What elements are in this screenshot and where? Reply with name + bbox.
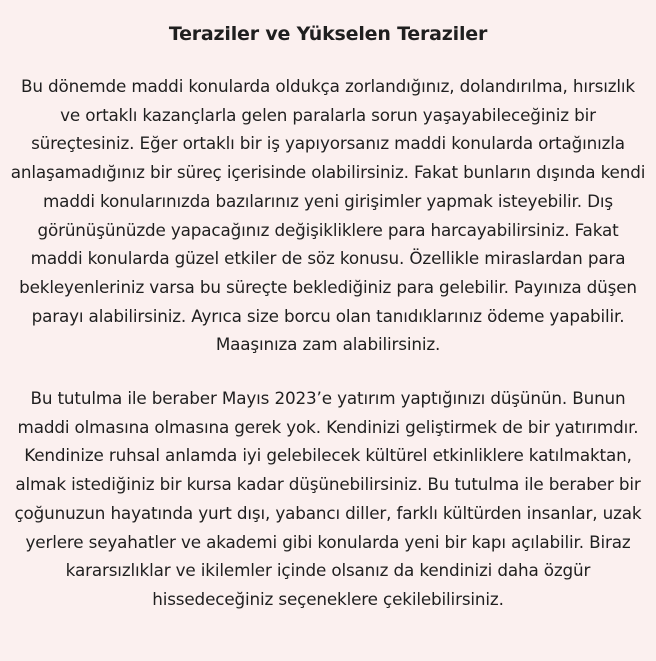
paragraph-2: Bu tutulma ile beraber Mayıs 2023’e yatırım yaptığınızı düşünün. Bunun maddi olmasına olmasına gerek yok. Kendinizi geliştirmek de bir yatırımdır. Kendinize ruhsal anlamda iyi gelebilecek kültürel etkinliklere katılmaktan, almak istediğiniz bir kursa kadar düşünebilirsiniz. Bu tutulma ile beraber bir çoğunuzun hayatında yurt dışı, yabancı diller, farklı kültürden insanlar, uzak yerlere seyahatler ve akademi gibi konularda yeni bir kapı açılabilir. Biraz kararsızlıklar ve ikilemler içinde olsanız da kendinizi daha özgür hissedeceğiniz seçeneklere çekilebilirsiniz. [14,388,642,609]
paragraph-1: Bu dönemde maddi konularda oldukça zorlandığınız, dolandırılma, hırsızlık ve ortaklı kazançlarla gelen paralarla sorun yaşayabileceğiniz bir süreçtesiniz. Eğer ortaklı bir iş yapıyorsanız maddi konularda ortağınızla anlaşamadığınız bir süreç içerisinde olabilirsiniz. Fakat bunların dışında kendi maddi konularınızda bazılarınız yeni girişimler yapmak isteyebilir. Dış görünüşünüzde yapacağınız değişikliklere para harcayabilirsiniz. Fakat maddi konularda güzel etkiler de söz konusu. Özellikle miraslardan para bekleyenleriniz varsa bu süreçte beklediğiniz para gelebilir. Payınıza düşen parayı alabilirsiniz. Ayrıca size borcu olan tanıdıklarınız ödeme yapabilir. Maaşınıza zam alabilirsiniz. [10,76,646,355]
page-title: Teraziler ve Yükselen Teraziler [168,23,488,45]
